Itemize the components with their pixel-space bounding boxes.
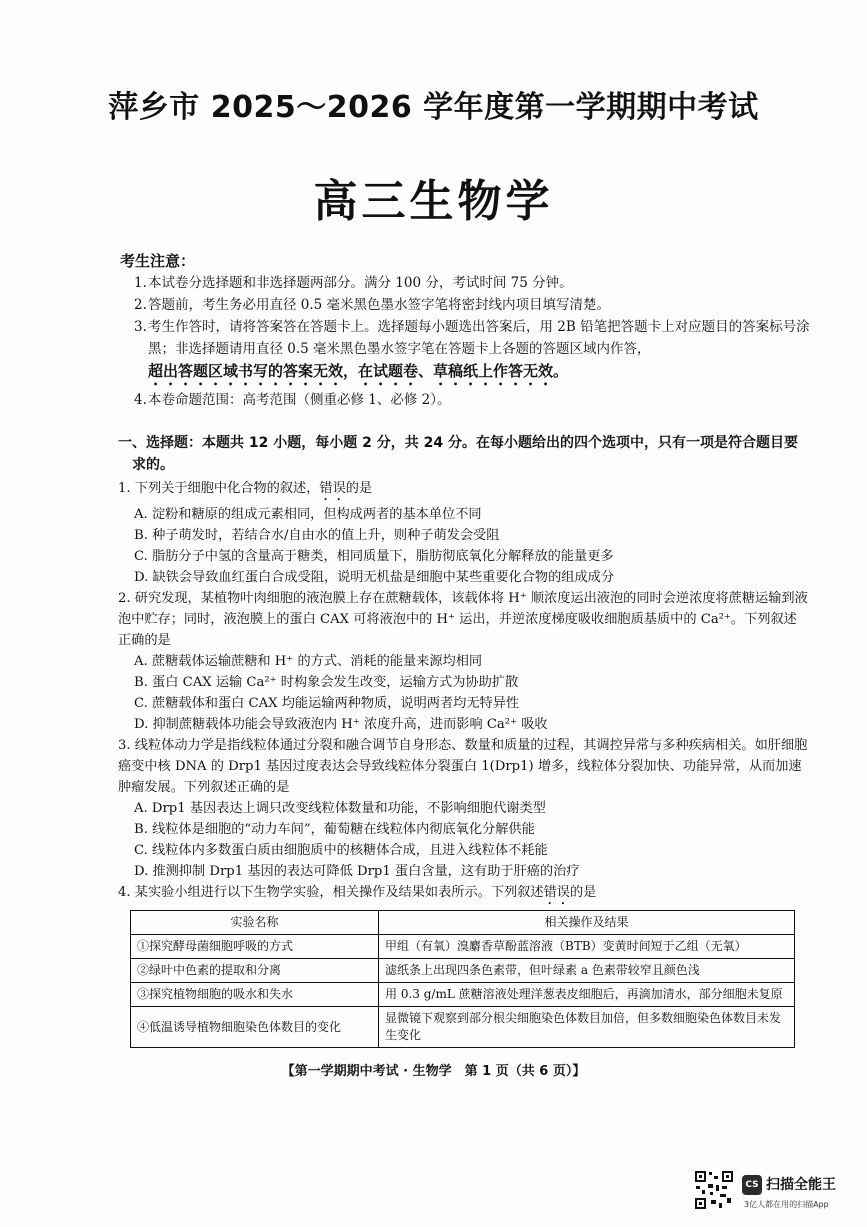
exam-notice [120, 250, 810, 411]
question-3 [118, 735, 808, 882]
table-row [131, 935, 795, 959]
question-1 [118, 478, 808, 588]
notice-item: 2.答题前，考生务必用直径 0.5 毫米黑色墨水签字笔将密封线内项目填写清楚。 [134, 297, 611, 313]
scanner-watermark [742, 1172, 860, 1212]
option: A. Drp1 基因表达上调只改变线粒体数量和功能，不影响细胞代谢类型 [134, 801, 546, 816]
notice-item: 4.本卷命题范围：高考范围（侧重必修 1、必修 2）。 [134, 392, 451, 408]
table-cell: ①探究酵母菌细胞呼吸的方式 [131, 935, 379, 959]
exam-subject: 高三生物学 [313, 176, 554, 227]
question-stem: 1. 下列关于细胞中化合物的叙述，错误的是 [118, 481, 373, 496]
table-cell: 显微镜下观察到部分根尖细胞染色体数目加倍，但多数细胞染色体数目未发生变化 [379, 1007, 795, 1048]
question-stem: 4. 某实验小组进行以下生物学实验，相关操作及结果如表所示。下列叙述错误的是 [118, 885, 597, 900]
notice-heading: 考生注意： [120, 252, 196, 270]
option: D. 缺铁会导致血红蛋白合成受阻，说明无机盐是细胞中某些重要化合物的组成成分 [134, 570, 615, 585]
experiment-table [130, 910, 795, 1048]
notice-item: 1.本试卷分选择题和非选择题两部分。满分 100 分，考试时间 75 分钟。 [134, 275, 573, 291]
column-header: 实验名称 [131, 911, 379, 935]
table-cell: 滤纸条上出现四条色素带，但叶绿素 a 色素带较窄且颜色浅 [379, 959, 795, 983]
question-stem: 2. 研究发现，某植物叶肉细胞的液泡膜上存在蔗糖载体，该载体将 H⁺ 顺浓度运出液泡的同时会逆浓度将蔗糖运输到液泡中贮存；同时，液泡膜上的蛋白 CAX 可将液泡中的 H⁺ 运出，并逆浓度梯度吸收细胞质基质中的 Ca²⁺。下列叙述正确的是 [118, 591, 808, 648]
qr-code-icon [694, 1170, 734, 1210]
notice-item: 3.考生作答时，请将答案答在答题卡上。选择题每小题选出答案后，用 2B 铅笔把答题卡上对应题目的答案标号涂黑；非选择题请用直径 0.5 毫米黑色墨水签字笔在答题卡上各题的答题区域内作答， 超出答题区域书写的答案无效，在试题卷、草稿纸上作答无效。 [134, 319, 810, 380]
question-4 [118, 882, 808, 908]
table-cell: ③探究植物细胞的吸水和失水 [131, 983, 379, 1007]
option: D. 抑制蔗糖载体功能会导致液泡内 H⁺ 浓度升高，进而影响 Ca²⁺ 吸收 [134, 717, 548, 732]
option: B. 种子萌发时，若结合水/自由水的值上升，则种子萌发会受阻 [134, 528, 500, 543]
table-header-row [131, 911, 795, 935]
camscanner-logo-icon: CS [742, 1175, 762, 1195]
column-header: 相关操作及结果 [379, 911, 795, 935]
option: C. 脂肪分子中氢的含量高于糖类，相同质量下，脂肪彻底氧化分解释放的能量更多 [134, 549, 614, 564]
table-cell: 用 0.3 g/mL 蔗糖溶液处理洋葱表皮细胞后，再滴加清水，部分细胞未复原 [379, 983, 795, 1007]
table-cell: 甲组（有氧）溴麝香草酚蓝溶液（BTB）变黄时间短于乙组（无氧） [379, 935, 795, 959]
option: C. 线粒体内多数蛋白质由细胞质中的核糖体合成，且进入线粒体不耗能 [134, 843, 548, 858]
option: D. 推测抑制 Drp1 基因的表达可降低 Drp1 蛋白含量，这有助于肝癌的治疗 [134, 864, 580, 879]
notice-emphasis: 超出答题区域书写的答案无效，在试题卷、草稿纸上作答无效。 [148, 362, 569, 380]
option: B. 线粒体是细胞的“动力车间”，葡萄糖在线粒体内彻底氧化分解供能 [134, 822, 535, 837]
watermark-tagline: 3亿人都在用的扫描App [744, 1200, 829, 1209]
table-row [131, 959, 795, 983]
option: A. 蔗糖载体运输蔗糖和 H⁺ 的方式、消耗的能量来源均相同 [134, 654, 483, 669]
question-list [118, 478, 808, 908]
question-stem: 3. 线粒体动力学是指线粒体通过分裂和融合调节自身形态、数量和质量的过程，其调控异常与多种疾病相关。如肝细胞癌变中核 DNA 的 Drp1 基因过度表达会导致线粒体分裂蛋白 1(Drp1) 增多，线粒体分裂加快、功能异常，从而加速肿瘤发展。下列叙述正确的是 [118, 738, 808, 795]
page-footer: 【第一学期期中考试 · 生物学 第 1 页（共 6 页）】 [281, 1064, 586, 1079]
table-row [131, 1007, 795, 1048]
option: C. 蔗糖载体和蛋白 CAX 均能运输两种物质，说明两者均无特异性 [134, 696, 520, 711]
table-cell: ②绿叶中色素的提取和分离 [131, 959, 379, 983]
exam-title: 萍乡市 2025～2026 学年度第一学期期中考试 [108, 90, 759, 125]
watermark-name: 扫描全能王 [766, 1177, 836, 1193]
option: A. 淀粉和糖原的组成元素相同，但构成两者的基本单位不同 [134, 507, 482, 522]
option: B. 蛋白 CAX 运输 Ca²⁺ 时构象会发生改变，运输方式为协助扩散 [134, 675, 519, 690]
table-row [131, 983, 795, 1007]
question-2 [118, 588, 808, 735]
table-cell: ④低温诱导植物细胞染色体数目的变化 [131, 1007, 379, 1048]
section-heading: 一、选择题：本题共 12 小题，每小题 2 分，共 24 分。在每小题给出的四个选项中，只有一项是符合题目要 求的。 [118, 435, 798, 473]
